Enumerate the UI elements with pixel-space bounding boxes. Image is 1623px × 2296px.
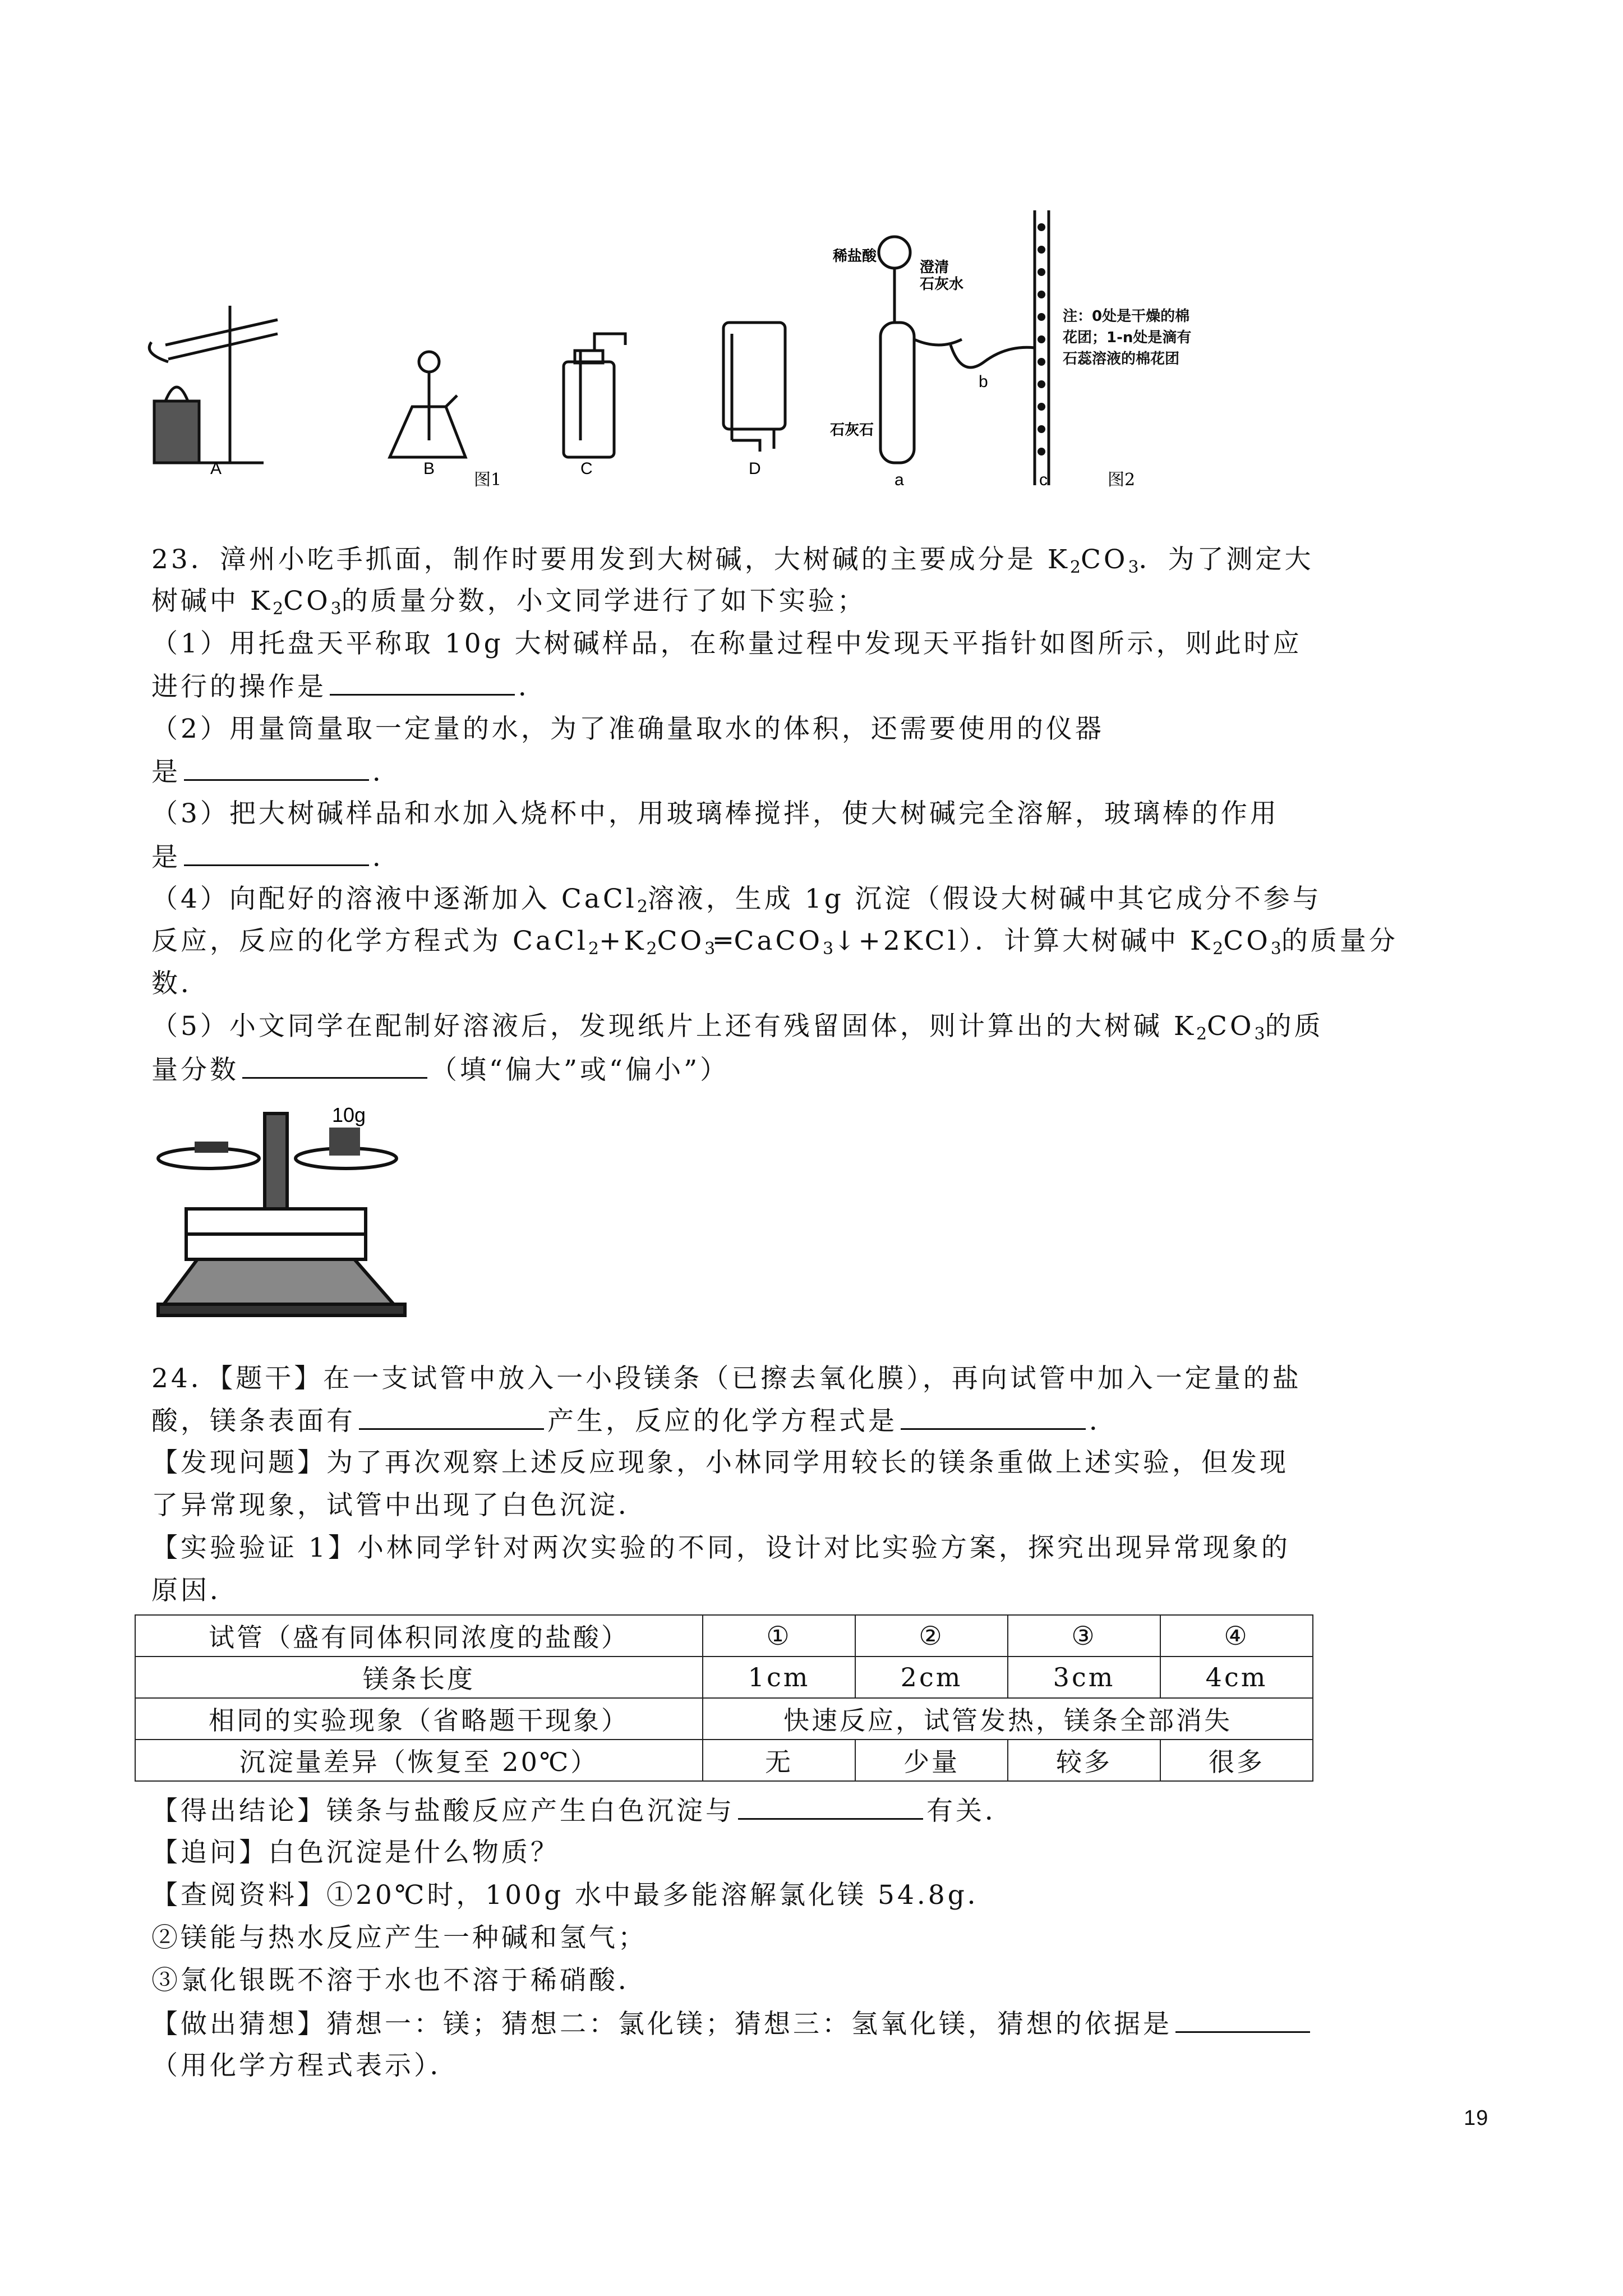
q23-answer-blank-5[interactable] xyxy=(242,1052,427,1079)
q23-part5-line2: 量分数 （填“偏大”或“偏小”） xyxy=(151,1052,729,1087)
fig2-label-limewater-line: 石灰水 xyxy=(920,276,964,293)
table-row xyxy=(135,1740,1313,1781)
figure-1-label-a: A xyxy=(210,459,222,478)
fig2-label-hcl: 稀盐酸 xyxy=(833,248,877,265)
figure-1-label-c: C xyxy=(580,459,593,478)
table-cell: 较多 xyxy=(1008,1740,1160,1781)
fig2-label-limestone: 石灰石 xyxy=(830,422,874,439)
q24-stem-line1: 24．【题干】在一支试管中放入一小段镁条（已擦去氧化膜），再向试管中加入一定量的盐 xyxy=(151,1363,1302,1394)
table-cell: 试管（盛有同体积同浓度的盐酸） xyxy=(135,1615,703,1657)
page-number: 19 xyxy=(1464,2106,1489,2130)
table-cell: 无 xyxy=(703,1740,855,1781)
q24-conclusion: 【得出结论】镁条与盐酸反应产生白色沉淀与 有关． xyxy=(151,1793,1014,1828)
q23-stem-line1: 23．漳州小吃手抓面，制作时要用发到大树碱，大树碱的主要成分是 $K_2CO_3$．为了测定大 xyxy=(151,544,1314,577)
table-row xyxy=(135,1657,1313,1698)
table-cell: 3cm xyxy=(1008,1657,1160,1698)
q24-guess-line1: 【做出猜想】猜想一：镁；猜想二：氯化镁；猜想三：氢氧化镁，猜想的依据是 xyxy=(151,2007,1313,2041)
table-cell: ④ xyxy=(1160,1615,1313,1657)
table-cell: ③ xyxy=(1008,1615,1160,1657)
experiment-table xyxy=(135,1614,1313,1782)
q23-part3-line2: 是 ． xyxy=(151,840,402,875)
q24-stem-line2: 酸，镁条表面有 产生，反应的化学方程式是 ． xyxy=(151,1404,1118,1438)
q23-part2-line1: （2）用量筒量取一定量的水，为了准确量取水的体积，还需要使用的仪器 xyxy=(151,714,1104,744)
q24-problem-line1: 【发现问题】为了再次观察上述反应现象，小林同学用较长的镁条重做上述实验，但发现 xyxy=(151,1447,1289,1478)
table-cell: 很多 xyxy=(1160,1740,1313,1781)
table-cell: 相同的实验现象（省略题干现象） xyxy=(135,1698,703,1740)
q24-verify-line2: 原因． xyxy=(151,1575,239,1606)
fig2-label-a: a xyxy=(895,471,904,489)
fig2-note: 注：0处是干燥的棉花团；1-n处是滴有石蕊溶液的棉花团 xyxy=(1063,308,1192,367)
q24-reference-1: 【查阅资料】①20℃时，100g 水中最多能溶解氯化镁 54.8g． xyxy=(151,1880,997,1911)
q23-part3-line1: （3）把大树碱样品和水加入烧杯中，用玻璃棒搅拌，使大树碱完全溶解，玻璃棒的作用 xyxy=(151,798,1279,829)
q23-part1-line1: （1）用托盘天平称取 10g 大树碱样品，在称量过程中发现天平指针如图所示，则此时应 xyxy=(151,628,1302,659)
table-cell: 镁条长度 xyxy=(135,1657,703,1698)
table-cell: 1cm xyxy=(703,1657,855,1698)
table-cell: ① xyxy=(703,1615,855,1657)
fig2-label-b: b xyxy=(979,372,988,391)
q23-answer-blank-3[interactable] xyxy=(184,840,369,866)
table-cell: 2cm xyxy=(855,1657,1008,1698)
q23-part2-line2: 是 ． xyxy=(151,754,402,789)
q23-part4-line3: 数． xyxy=(151,968,210,999)
table-cell: 快速反应，试管发热，镁条全部消失 xyxy=(703,1698,1313,1740)
table-cell: 少量 xyxy=(855,1740,1008,1781)
q23-part4-line1: （4）向配好的溶液中逐渐加入 CaCl$_2$溶液，生成 1g 沉淀（假设大树碱中其它成分不参与 xyxy=(151,884,1322,917)
fig2-label-limewater-line: 澄清 xyxy=(920,259,949,276)
q24-answer-blank-2[interactable] xyxy=(901,1404,1086,1430)
balance-weight-label: 10g xyxy=(332,1103,366,1126)
table-row-header xyxy=(135,1615,1313,1657)
q24-guess-line2: （用化学方程式表示）． xyxy=(151,2050,459,2081)
figure-1-label-d: D xyxy=(749,459,761,478)
q23-answer-blank-2[interactable] xyxy=(184,754,369,781)
q24-reference-2: ②镁能与热水反应产生一种碱和氢气； xyxy=(151,1922,647,1953)
q24-answer-blank-4[interactable] xyxy=(1175,2007,1310,2033)
q24-ask: 【追问】白色沉淀是什么物质？ xyxy=(151,1837,560,1868)
q24-reference-3: ③氯化银既不溶于水也不溶于稀硝酸． xyxy=(151,1965,647,1996)
balance-figure xyxy=(147,1097,416,1321)
table-cell: ② xyxy=(855,1615,1008,1657)
figure-2-caption: 图2 xyxy=(1108,470,1136,490)
fig2-label-c: c xyxy=(1039,471,1048,489)
table-cell: 4cm xyxy=(1160,1657,1313,1698)
q23-answer-blank-1[interactable] xyxy=(330,669,515,696)
q23-part5-line1: （5）小文同学在配制好溶液后，发现纸片上还有残留固体，则计算出的大树碱 $K_2CO_3$的质 xyxy=(151,1011,1324,1044)
figure-1-apparatus xyxy=(143,194,1209,508)
table-row xyxy=(135,1698,1313,1740)
figure-1-label-b: B xyxy=(423,459,435,478)
q24-answer-blank-1[interactable] xyxy=(359,1404,544,1430)
q24-verify-line1: 【实验验证 1】小林同学针对两次实验的不同，设计对比实验方案，探究出现异常现象的 xyxy=(151,1533,1290,1563)
q23-stem-line2: 树碱中 $K_2CO_3$的质量分数，小文同学进行了如下实验； xyxy=(151,586,866,619)
q23-part1-line2: 进行的操作是 ． xyxy=(151,669,547,704)
figure-1-caption: 图1 xyxy=(474,470,502,490)
q24-answer-blank-3[interactable] xyxy=(738,1793,923,1820)
q24-problem-line2: 了异常现象，试管中出现了白色沉淀． xyxy=(151,1490,647,1521)
q23-part4-line2: 反应，反应的化学方程式为 $CaCl_2+K_2CO_3═CaCO_3↓+2KCl$）．计算大树碱中 $K_2CO_3$的质量分 xyxy=(151,926,1398,959)
table-cell: 沉淀量差异（恢复至 20℃） xyxy=(135,1740,703,1781)
